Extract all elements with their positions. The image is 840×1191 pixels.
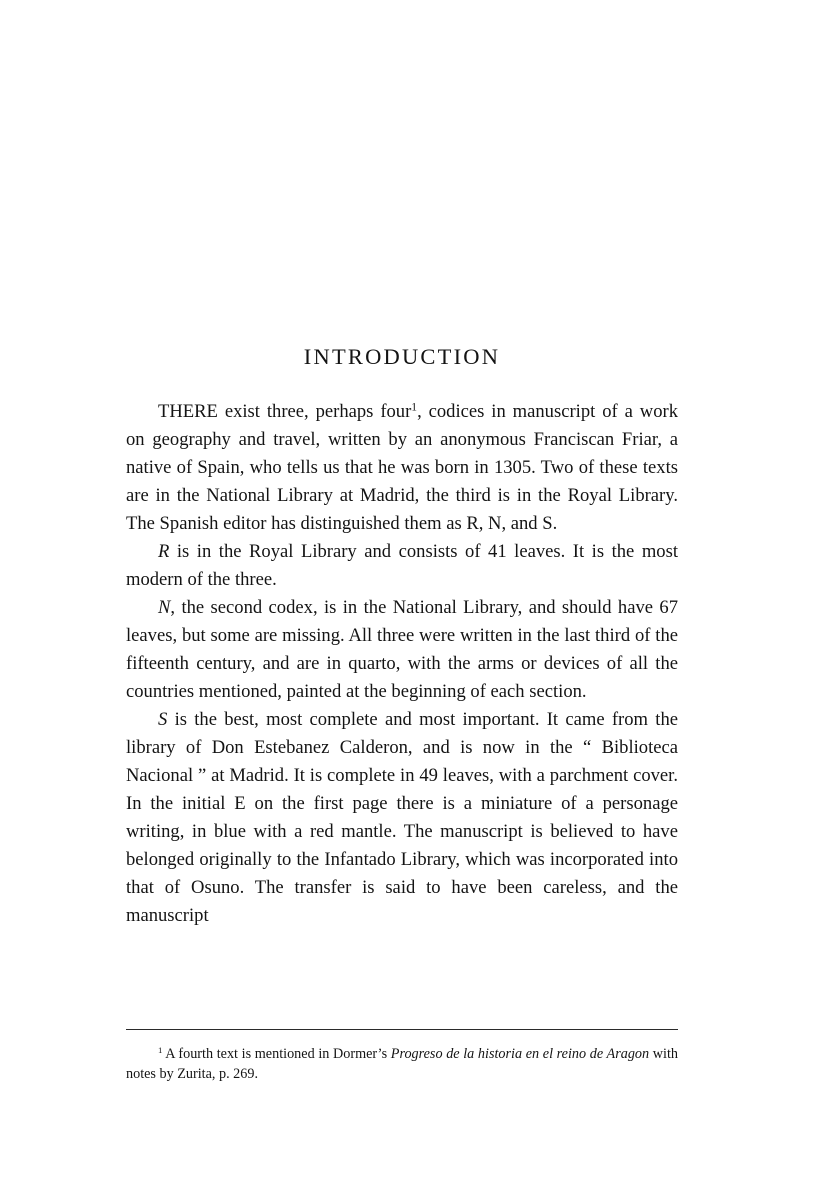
footnote-divider [126, 1029, 678, 1030]
paragraph-3 [126, 594, 678, 706]
paragraph-text: is the best, most complete and most important. It came from the library of Don Estebanez Calderon, and is now in the “ Biblioteca Nacional ” at Madrid. It is complete in 49 leaves, with a parchment cover. In the initial E on the first page there is a miniature of a personage writing, in blue with a red mantle. The manuscript is believed to have belonged originally to the Infantado Library, which was incorporated into that of Osuno. The transfer is said to have been careless, and the manuscript [126, 709, 678, 926]
paragraph-text: is in the Royal Library and consists of 41 leaves. It is the most modern of the three. [126, 541, 678, 590]
paragraph-1 [126, 398, 678, 538]
footnote-title: Progreso de la historia en el reino de Aragon [390, 1046, 650, 1062]
lead-word: THERE [158, 401, 218, 422]
codex-letter: N [158, 597, 171, 618]
footnote-text: with notes by Zurita, p. 269. [126, 1046, 678, 1082]
footnote-reference: 1 [411, 401, 418, 414]
chapter-heading: INTRODUCTION [303, 344, 501, 369]
paragraph-text: , the second codex, is in the National Library, and should have 67 leaves, but some are missing. All three were written in the last third of the fifteenth century, and are in quarto, with the arms or devices of all the countries mentioned, painted at the beginning of each section. [126, 597, 678, 702]
codex-letter: R [158, 541, 170, 562]
footnote-marker: 1 [158, 1045, 163, 1056]
body-text [126, 398, 678, 930]
paragraph-text: exist three, perhaps four [217, 401, 412, 422]
footnote [126, 1044, 678, 1084]
footnote-text: A fourth text is mentioned in Dormer’s [162, 1046, 391, 1062]
codex-letter: S [158, 709, 168, 730]
paragraph-text: , codices in manuscript of a work on geography and travel, written by an anonymous Franciscan Friar, a native of Spain, who tells us that he was born in 1305. Two of these texts are in the National Library at Madrid, the third is in the Royal Library. The Spanish editor has distinguished them as R, N, and S. [126, 401, 678, 534]
paragraph-4 [126, 706, 678, 930]
paragraph-2 [126, 538, 678, 594]
